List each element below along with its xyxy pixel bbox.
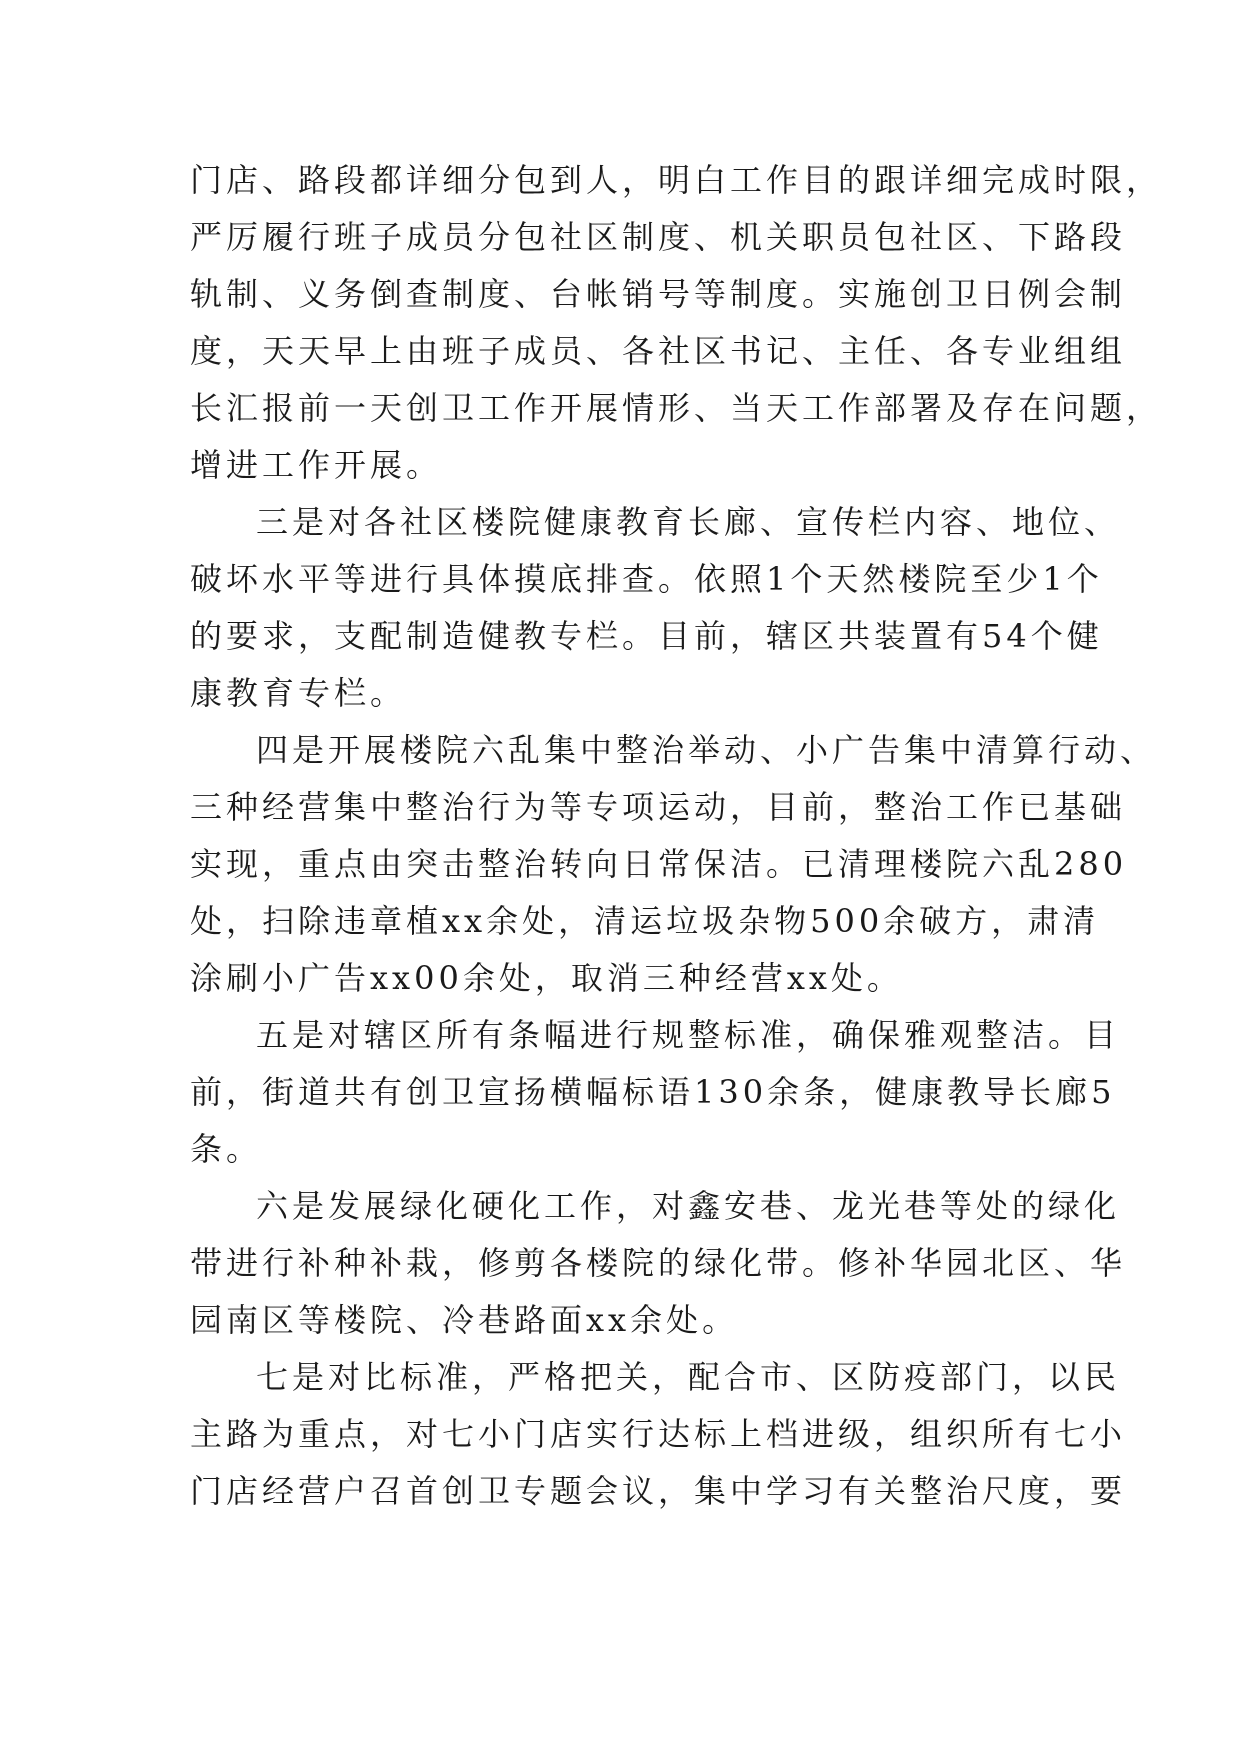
text-line: 三种经营集中整治行为等专项运动，目前，整治工作已基础: [190, 788, 1127, 826]
text-line: 康教育专栏。: [190, 674, 407, 712]
text-line: 增进工作开展。: [190, 446, 443, 484]
text-line: 园南区等楼院、冷巷路面xx余处。: [190, 1301, 739, 1339]
paragraph-start-line: 五是对辖区所有条幅进行规整标准，确保雅观整洁。目: [256, 1016, 1121, 1054]
document-body: [190, 152, 1163, 1520]
paragraph-start-line: 七是对比标准，严格把关，配合市、区防疫部门，以民: [256, 1358, 1121, 1396]
text-line: 严厉履行班子成员分包社区制度、机关职员包社区、下路段: [190, 218, 1127, 256]
text-line: 门店、路段都详细分包到人，明白工作目的跟详细完成时限，: [190, 161, 1163, 199]
paragraph-start-line: 四是开展楼院六乱集中整治举动、小广告集中清算行动、: [256, 731, 1157, 769]
text-line: 门店经营户召首创卫专题会议，集中学习有关整治尺度，要: [190, 1472, 1127, 1510]
text-line: 带进行补种补栽，修剪各楼院的绿化带。修补华园北区、华: [190, 1244, 1127, 1282]
text-line: 处，扫除违章植xx余处，清运垃圾杂物500余破方，肃清: [190, 902, 1100, 940]
text-line: 实现，重点由突击整治转向日常保洁。已清理楼院六乱280: [190, 845, 1128, 883]
text-line: 前，街道共有创卫宣扬横幅标语130余条，健康教导长廊5: [190, 1073, 1116, 1111]
text-line: 主路为重点，对七小门店实行达标上档进级，组织所有七小: [190, 1415, 1127, 1453]
text-line: 度，天天早上由班子成员、各社区书记、主任、各专业组组: [190, 332, 1127, 370]
text-line: 条。: [190, 1130, 263, 1168]
text-line: 长汇报前一天创卫工作开展情形、当天工作部署及存在问题，: [190, 389, 1163, 427]
text-line: 的要求，支配制造健教专栏。目前，辖区共装置有54个健: [190, 617, 1103, 655]
text-line: 破坏水平等进行具体摸底排查。依照1个天然楼院至少1个: [190, 560, 1103, 598]
paragraph-start-line: 六是发展绿化硬化工作，对鑫安巷、龙光巷等处的绿化: [256, 1187, 1121, 1225]
paragraph-start-line: 三是对各社区楼院健康教育长廊、宣传栏内容、地位、: [256, 503, 1121, 541]
text-line: 轨制、义务倒查制度、台帐销号等制度。实施创卫日例会制: [190, 275, 1127, 313]
text-line: 涂刷小广告xx00余处，取消三种经营xx处。: [190, 959, 903, 997]
